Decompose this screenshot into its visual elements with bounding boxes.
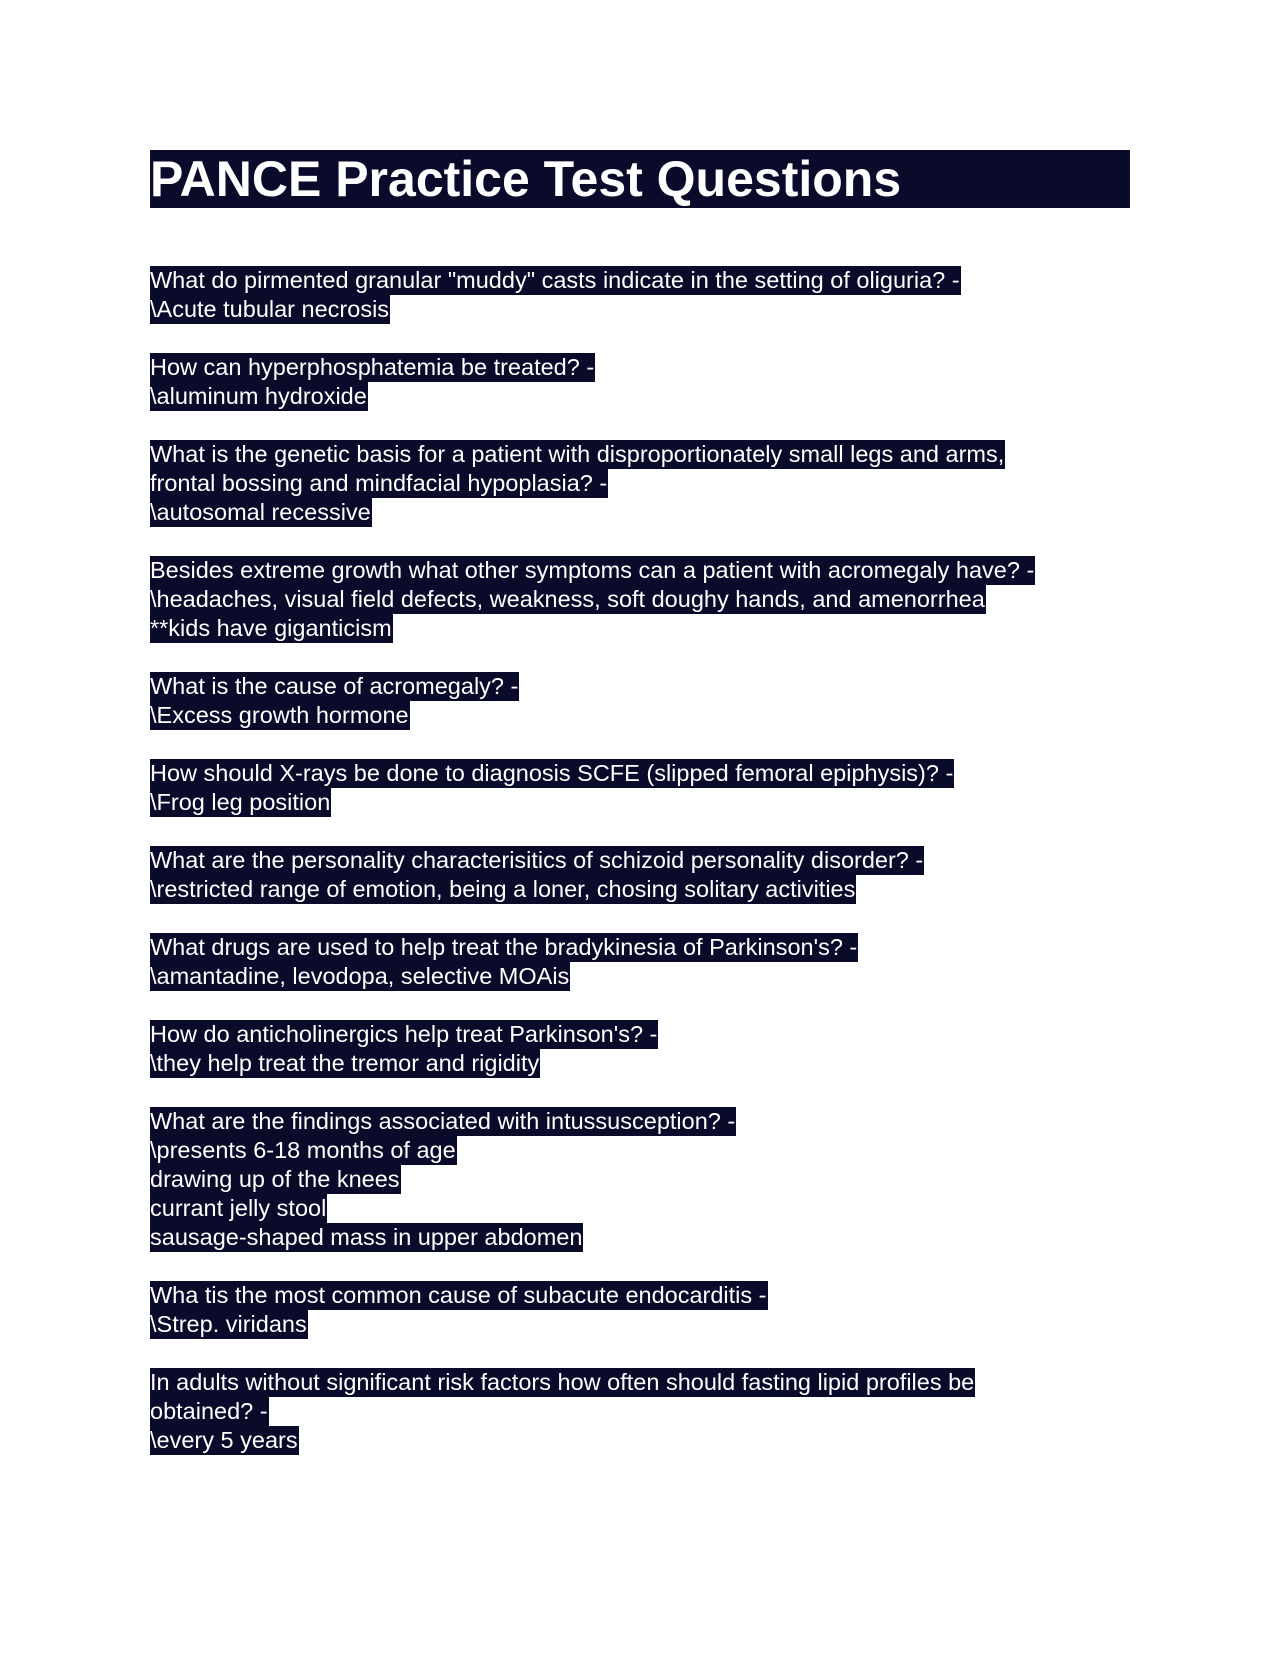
qa-line — [150, 875, 1130, 904]
highlighted-text: Besides extreme growth what other symptoms can a patient with acromegaly have? - — [150, 557, 1035, 583]
highlighted-text: **kids have giganticism — [150, 615, 392, 641]
qa-item — [150, 933, 1130, 991]
highlighted-text: obtained? - — [150, 1398, 268, 1424]
qa-line — [150, 672, 1130, 701]
highlighted-text: What is the cause of acromegaly? - — [150, 673, 519, 699]
qa-item — [150, 556, 1130, 643]
qa-line — [150, 585, 1130, 614]
qa-line — [150, 440, 1130, 469]
qa-line — [150, 266, 1130, 295]
qa-item — [150, 1281, 1130, 1339]
qa-item — [150, 759, 1130, 817]
highlighted-text: How can hyperphosphatemia be treated? - — [150, 354, 595, 380]
qa-line — [150, 962, 1130, 991]
qa-line — [150, 846, 1130, 875]
highlighted-text: What are the findings associated with intussusception? - — [150, 1108, 736, 1134]
qa-line — [150, 556, 1130, 585]
qa-line — [150, 759, 1130, 788]
highlighted-text: \restricted range of emotion, being a loner, chosing solitary activities — [150, 876, 856, 902]
qa-line — [150, 1165, 1130, 1194]
qa-line — [150, 1020, 1130, 1049]
qa-line — [150, 933, 1130, 962]
highlighted-text: \Frog leg position — [150, 789, 331, 815]
highlighted-text: \headaches, visual field defects, weakness, soft doughy hands, and amenorrhea — [150, 586, 985, 612]
highlighted-text: sausage-shaped mass in upper abdomen — [150, 1224, 583, 1250]
highlighted-text: In adults without significant risk factors how often should fasting lipid profiles be — [150, 1369, 975, 1395]
highlighted-text: What drugs are used to help treat the bradykinesia of Parkinson's? - — [150, 934, 858, 960]
document-page — [150, 150, 1130, 1484]
qa-item — [150, 672, 1130, 730]
highlighted-text: \amantadine, levodopa, selective MOAis — [150, 963, 570, 989]
highlighted-text: drawing up of the knees — [150, 1166, 400, 1192]
qa-item — [150, 1368, 1130, 1455]
qa-line — [150, 1107, 1130, 1136]
highlighted-text: \they help treat the tremor and rigidity — [150, 1050, 540, 1076]
highlighted-text: What do pirmented granular "muddy" casts indicate in the setting of oliguria? - — [150, 267, 960, 293]
qa-item — [150, 1020, 1130, 1078]
qa-line — [150, 469, 1130, 498]
qa-line — [150, 1397, 1130, 1426]
highlighted-text: How do anticholinergics help treat Parkinson's? - — [150, 1021, 658, 1047]
highlighted-text: \autosomal recessive — [150, 499, 371, 525]
qa-line — [150, 1223, 1130, 1252]
qa-item — [150, 440, 1130, 527]
qa-line — [150, 498, 1130, 527]
highlighted-text: \Excess growth hormone — [150, 702, 409, 728]
highlighted-text: frontal bossing and mindfacial hypoplasia? - — [150, 470, 608, 496]
qa-line — [150, 295, 1130, 324]
highlighted-text: How should X-rays be done to diagnosis SCFE (slipped femoral epiphysis)? - — [150, 760, 954, 786]
document-title: PANCE Practice Test Questions — [150, 150, 1130, 208]
highlighted-text: \Acute tubular necrosis — [150, 296, 390, 322]
highlighted-text: currant jelly stool — [150, 1195, 327, 1221]
qa-line — [150, 1368, 1130, 1397]
qa-line — [150, 1194, 1130, 1223]
highlighted-text: What are the personality characterisitics of schizoid personality disorder? - — [150, 847, 924, 873]
qa-line — [150, 614, 1130, 643]
highlighted-text: \aluminum hydroxide — [150, 383, 367, 409]
qa-line — [150, 1310, 1130, 1339]
qa-line — [150, 1281, 1130, 1310]
qa-item — [150, 846, 1130, 904]
qa-line — [150, 353, 1130, 382]
qa-item — [150, 353, 1130, 411]
qa-line — [150, 1049, 1130, 1078]
qa-line — [150, 788, 1130, 817]
qa-line — [150, 382, 1130, 411]
qa-list — [150, 266, 1130, 1455]
highlighted-text: \presents 6-18 months of age — [150, 1137, 456, 1163]
qa-line — [150, 701, 1130, 730]
qa-line — [150, 1136, 1130, 1165]
qa-item — [150, 266, 1130, 324]
highlighted-text: \Strep. viridans — [150, 1311, 307, 1337]
highlighted-text: \every 5 years — [150, 1427, 298, 1453]
qa-line — [150, 1426, 1130, 1455]
qa-item — [150, 1107, 1130, 1252]
highlighted-text: What is the genetic basis for a patient with disproportionately small legs and arms, — [150, 441, 1005, 467]
highlighted-text: Wha tis the most common cause of subacute endocarditis - — [150, 1282, 767, 1308]
